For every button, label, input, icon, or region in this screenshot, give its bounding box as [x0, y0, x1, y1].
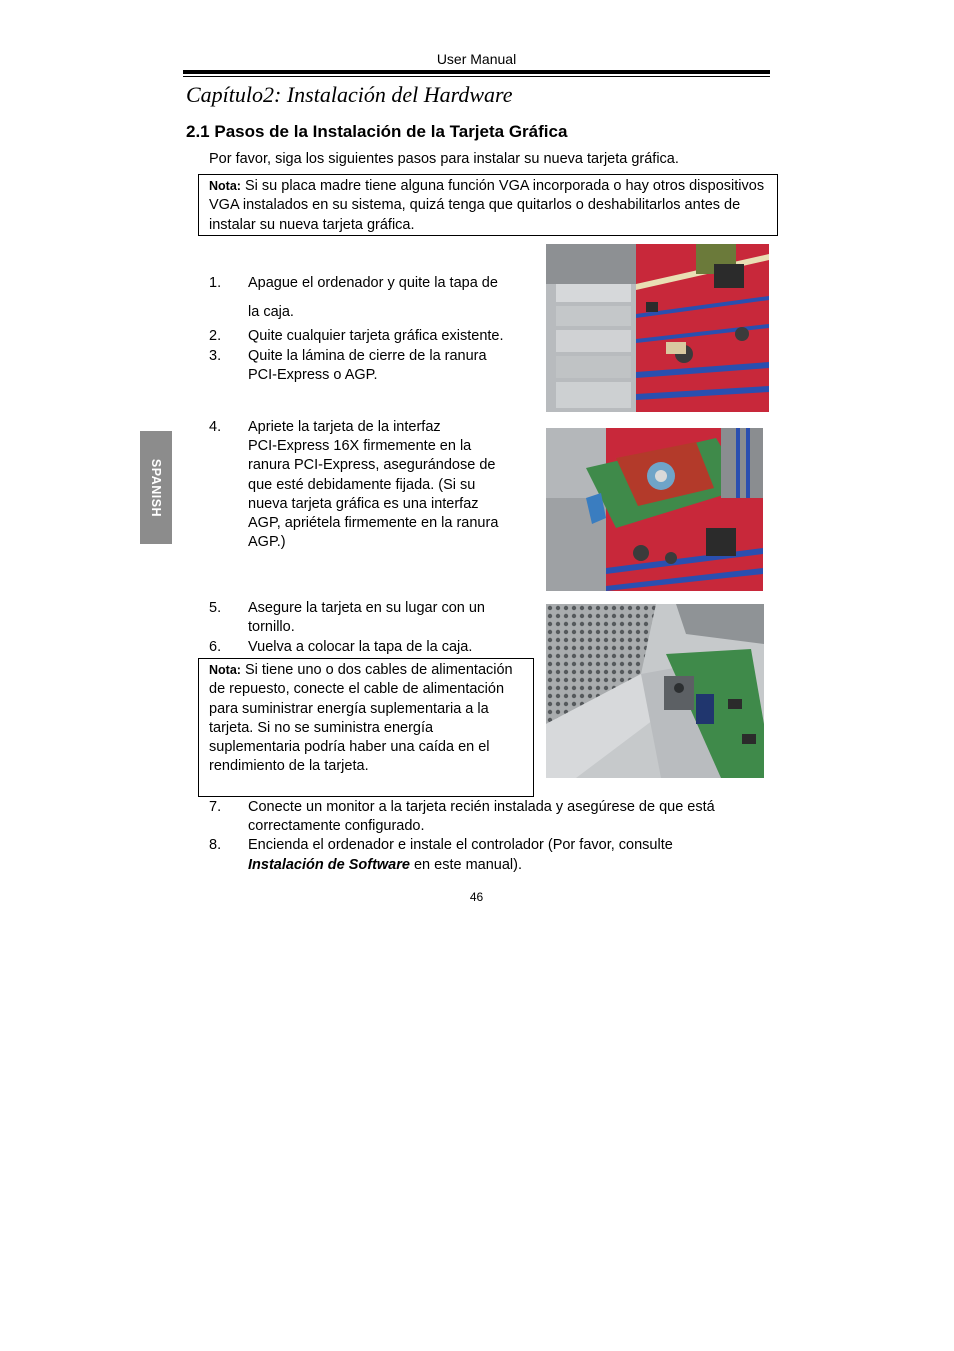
note-text: Si su placa madre tiene alguna función VGA incorporada o hay otros dispositivos VGA instalados en su sistema, quizá tenga que quitarlos o deshabilitarlos antes de instalar su nueva tarjeta gráfica. [209, 178, 765, 233]
language-side-tab: SPANISH [140, 431, 172, 544]
software-install-ref: Instalación de Software [248, 857, 410, 873]
running-header: User Manual [436, 51, 517, 67]
page-number: 46 [469, 890, 484, 904]
note-box-power [198, 658, 534, 797]
motherboard-slots-photo [546, 244, 769, 412]
note-box-vga [198, 174, 778, 236]
note-label: Nota: [209, 179, 241, 193]
bracket-screw-photo [546, 604, 764, 778]
card-insert-photo [546, 428, 763, 591]
chapter-title: Capítulo2: Instalación del Hardware [186, 82, 513, 107]
intro-text: Por favor, siga los siguientes pasos para instalar su nueva tarjeta gráfica. [209, 151, 679, 167]
note-label: Nota: [209, 663, 241, 677]
header-rule-thin [183, 76, 770, 77]
section-title: 2.1 Pasos de la Instalación de la Tarjeta Gráfica [186, 122, 568, 141]
note-text: Si tiene uno o dos cables de alimentación de repuesto, conecte el cable de alimentación para suministrar energía suplementaria a la tarjeta. Si no se suministra energía suplementaria podría haber una caída en el rendimiento de la tarjeta. [209, 662, 513, 775]
header-rule-thick [183, 70, 770, 74]
